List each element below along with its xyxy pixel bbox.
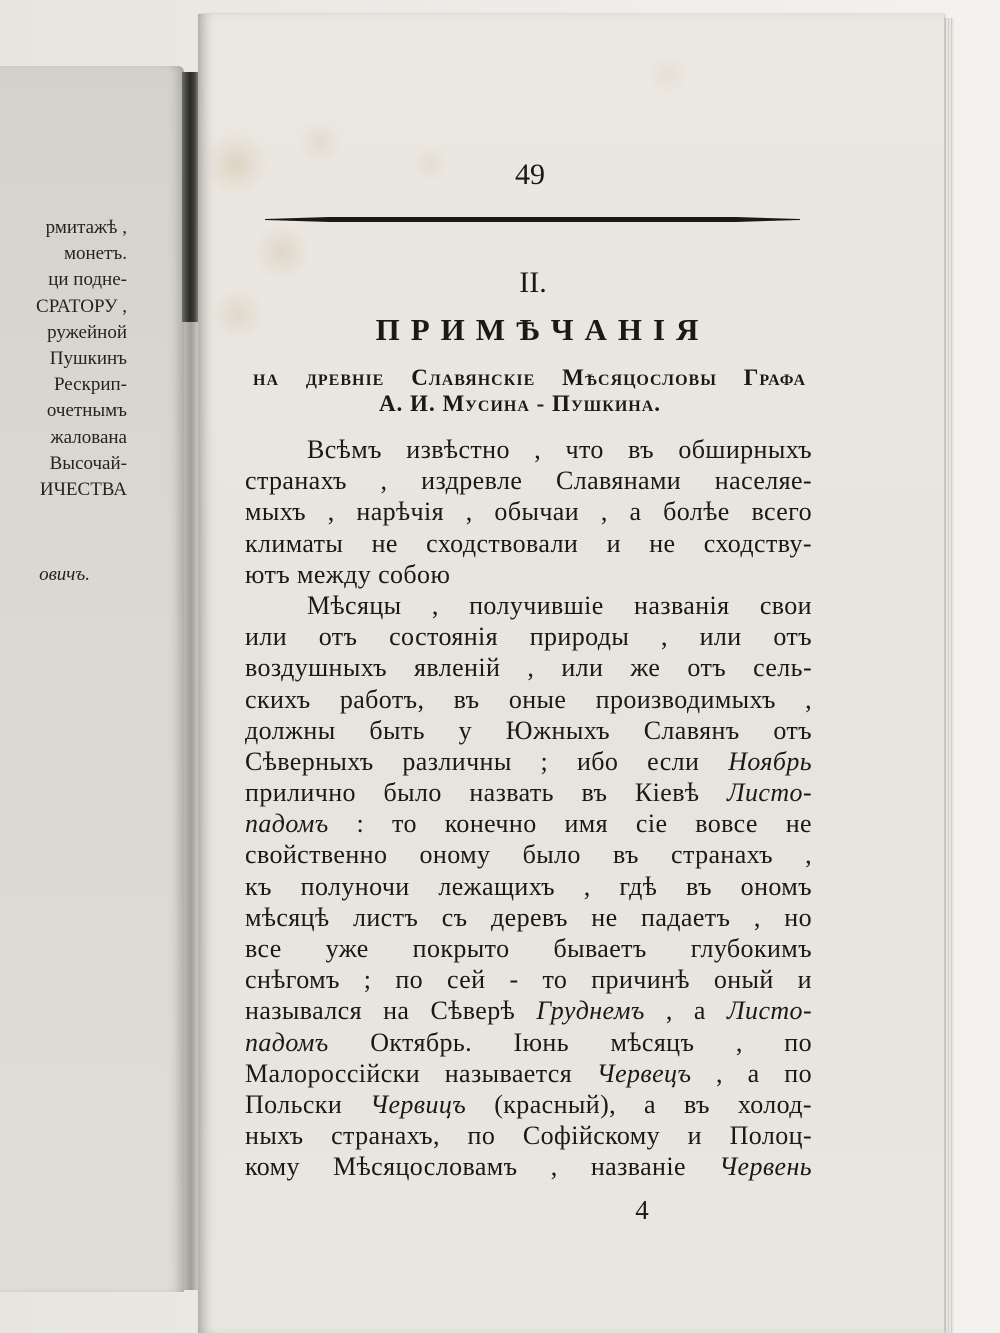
italic-word: Груднемъ — [536, 996, 645, 1026]
text-segment: (красный), а въ холод- — [494, 1089, 812, 1119]
text-segment: Польски — [245, 1089, 343, 1119]
italic-word: падомъ — [245, 1027, 329, 1057]
text-segment: скихъ работъ, въ оные производимыхъ , — [245, 684, 812, 714]
text-segment: Всѣмъ извѣстно , что въ обширныхъ — [307, 435, 812, 464]
text-line — [245, 621, 812, 652]
text-segment: къ полуночи лежащихъ , гдѣ въ ономъ — [245, 871, 812, 901]
right-page — [198, 14, 944, 1333]
text-segment: климаты не сходствовали и не сходству- — [245, 528, 812, 558]
text-line — [245, 528, 812, 559]
section-number: II. — [519, 266, 547, 299]
text-segment: мѣсяцѣ листъ съ деревъ не падаетъ , но — [245, 902, 812, 932]
left-text-line: рмитажѣ , — [45, 217, 127, 238]
left-text-line: очетнымъ — [46, 400, 127, 422]
chapter-author: А. И. Мусина - Пушкина. — [378, 391, 662, 416]
chapter-subtitle: на древніе Славянскіе Мѣсяцословы Графа — [253, 365, 806, 390]
text-line — [245, 434, 812, 465]
text-segment: : то конечно имя сіе вовсе не — [356, 809, 812, 839]
text-segment: Малороссійски называется — [245, 1058, 573, 1088]
text-segment: свойственно оному было въ странахъ , — [245, 840, 812, 870]
italic-word: Ноябрь — [728, 746, 813, 776]
text-line — [245, 590, 812, 621]
text-line — [245, 933, 812, 964]
text-segment: или отъ состоянія природы , или отъ — [245, 622, 812, 652]
left-text-line: Пушкинъ — [49, 347, 127, 369]
left-text-line: Высочай- — [49, 452, 127, 474]
italic-word: падомъ — [245, 809, 329, 839]
text-line — [245, 1089, 812, 1120]
text-segment: Сѣверныхъ различны ; ибо если — [245, 746, 700, 776]
text-segment: странахъ , издревле Славянами населяе- — [245, 466, 812, 496]
italic-word: Листо- — [727, 996, 813, 1026]
signature-mark: 4 — [635, 1195, 649, 1225]
text-segment: , а — [665, 996, 706, 1026]
text-line — [245, 496, 812, 527]
page-number: 49 — [515, 158, 545, 191]
text-line — [245, 465, 812, 496]
text-segment: должны быть у Южныхъ Славянъ отъ — [245, 715, 812, 745]
text-line — [245, 684, 812, 715]
text-line — [245, 777, 812, 808]
chapter-title: ПРИМѢЧАНІЯ — [375, 312, 710, 347]
left-page-text — [0, 215, 127, 503]
text-segment: Мѣсяцы , получившіе названія свои — [307, 590, 812, 620]
italic-word: Червень — [719, 1152, 812, 1182]
text-line — [245, 902, 812, 933]
left-text-line: ружейной — [47, 321, 127, 343]
text-line — [245, 871, 812, 902]
left-text-line: ци подне- — [48, 269, 127, 291]
text-line — [245, 1058, 812, 1089]
left-page-signature: овичъ. — [39, 564, 90, 585]
left-text-line: СРАТОРУ , — [36, 295, 127, 317]
header-rule — [265, 217, 800, 222]
body-text — [245, 434, 812, 1183]
text-line — [245, 715, 812, 746]
text-segment: назывался на Сѣверѣ — [245, 996, 516, 1026]
text-line — [245, 1151, 812, 1182]
text-line — [245, 808, 812, 839]
text-line — [245, 1027, 812, 1058]
text-segment: все уже покрыто бываетъ глубокимъ — [245, 934, 812, 963]
left-text-line: жалована — [50, 426, 127, 448]
text-segment: кому Мѣсяцословамъ , названіе — [245, 1152, 686, 1182]
text-line — [245, 652, 812, 683]
text-segment: ютъ между собою — [245, 559, 451, 589]
italic-word: Червецъ — [596, 1058, 692, 1088]
italic-word: Червицъ — [370, 1089, 467, 1119]
text-line — [245, 1120, 812, 1151]
text-line — [245, 995, 812, 1026]
text-segment: Октябрь. Іюнь мѣсяцъ , по — [370, 1027, 813, 1057]
book-spine — [182, 72, 199, 322]
text-segment: прилично было назвать въ Кіевѣ — [245, 778, 700, 808]
text-line — [245, 746, 812, 777]
text-line — [245, 964, 812, 995]
text-line — [245, 559, 812, 590]
left-page — [0, 66, 184, 1292]
text-segment: снѣгомъ ; по сей - то причинѣ оный и — [245, 965, 812, 995]
book-gutter — [184, 322, 198, 1290]
text-segment: , а по — [716, 1058, 812, 1088]
left-text-line: монетъ. — [63, 243, 127, 265]
text-segment: ныхъ странахъ, по Софійскому и Полоц- — [245, 1121, 812, 1151]
text-segment: мыхъ , нарѣчія , обычаи , а болѣе всего — [245, 497, 812, 527]
left-text-line: Рескрип- — [53, 374, 127, 396]
text-segment: воздушныхъ явленій , или же отъ сель- — [245, 653, 812, 683]
text-line — [245, 839, 812, 870]
italic-word: Листо- — [727, 778, 812, 808]
left-text-line: ИЧЕСТВА — [39, 478, 127, 500]
